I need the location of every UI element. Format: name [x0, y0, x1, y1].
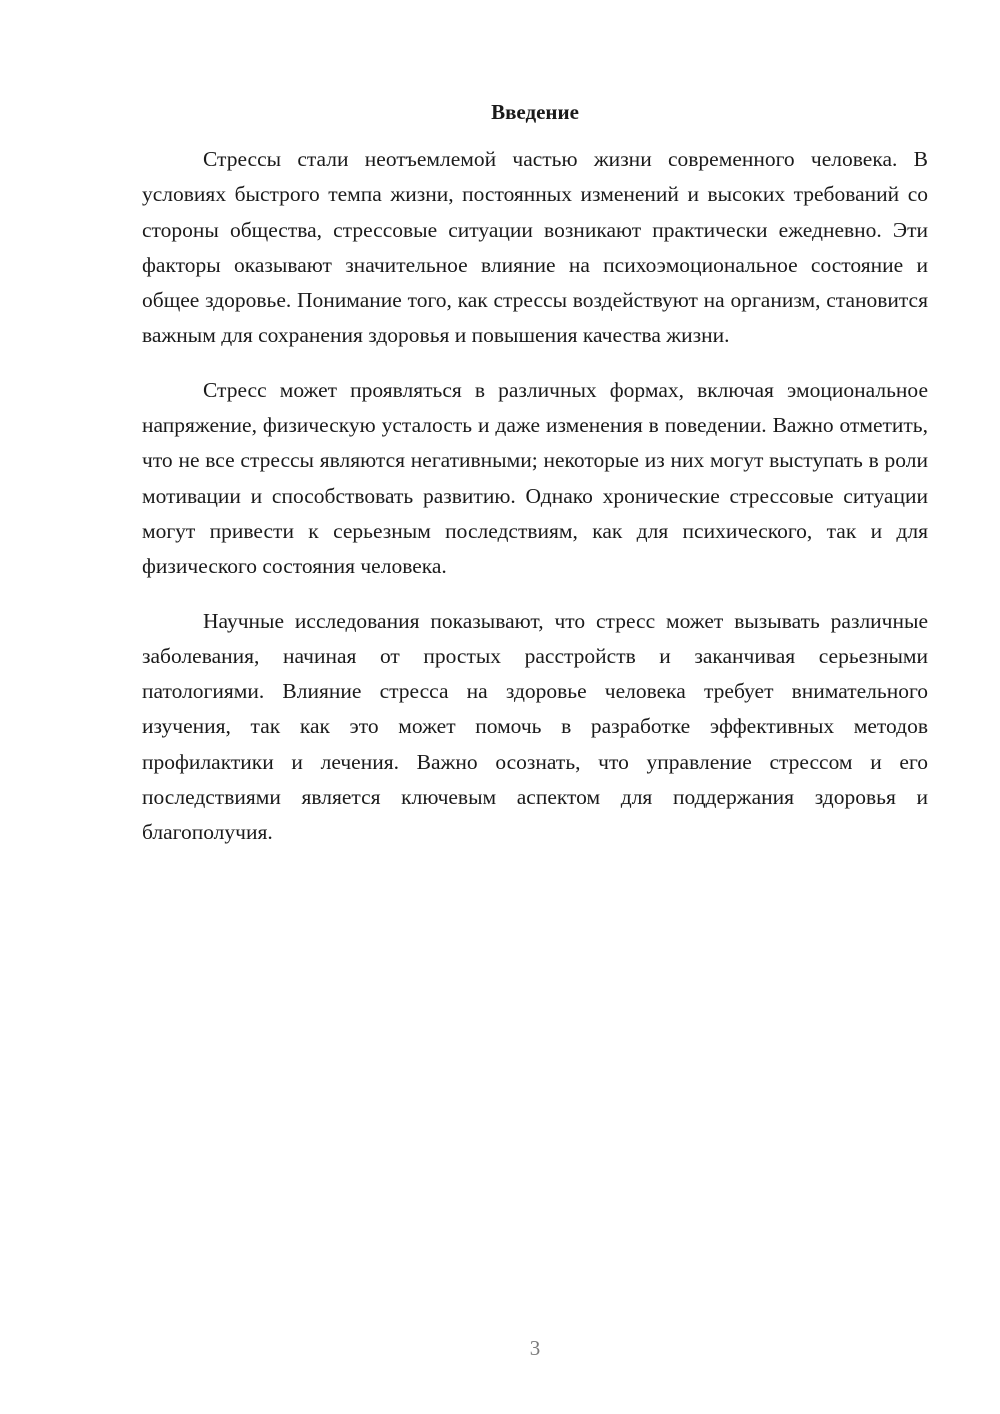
paragraph-1: Стрессы стали неотъемлемой частью жизни современного человека. В условиях быстрого темпа жизни, постоянных изменений и высоких требований со стороны общества, стрессовые ситуации возникают практически ежедневно. Эти факторы оказывают значительное влияние на психоэмоциональное состояние и общее здоровье. Понимание того, как стрессы воздействуют на организм, становится важным для сохранения здоровья и повышения качества жизни. [142, 147, 928, 348]
paragraph-3: Научные исследования показывают, что стресс может вызывать различные заболевания, начиная от простых расстройств и заканчивая серьезными патологиями. Влияние стресса на здоровье человека требует внимательного изучения, так как это может помочь в разработке эффективных методов профилактики и лечения. Важно осознать, что управление стрессом и его последствиями является ключевым аспектом для поддержания здоровья и благополучия. [142, 608, 928, 845]
body-text [142, 142, 928, 870]
page-number: 3 [529, 1336, 541, 1360]
section-title: Введение [491, 100, 579, 124]
paragraph-2: Стресс может проявляться в различных формах, включая эмоциональное напряжение, физическую усталость и даже изменения в поведении. Важно отметить, что не все стрессы являются негативными; некоторые из них могут выступать в роли мотивации и способствовать развитию. Однако хронические стрессовые ситуации могут привести к серьезным последствиям, как для психического, так и для физического состояния человека. [142, 377, 928, 579]
